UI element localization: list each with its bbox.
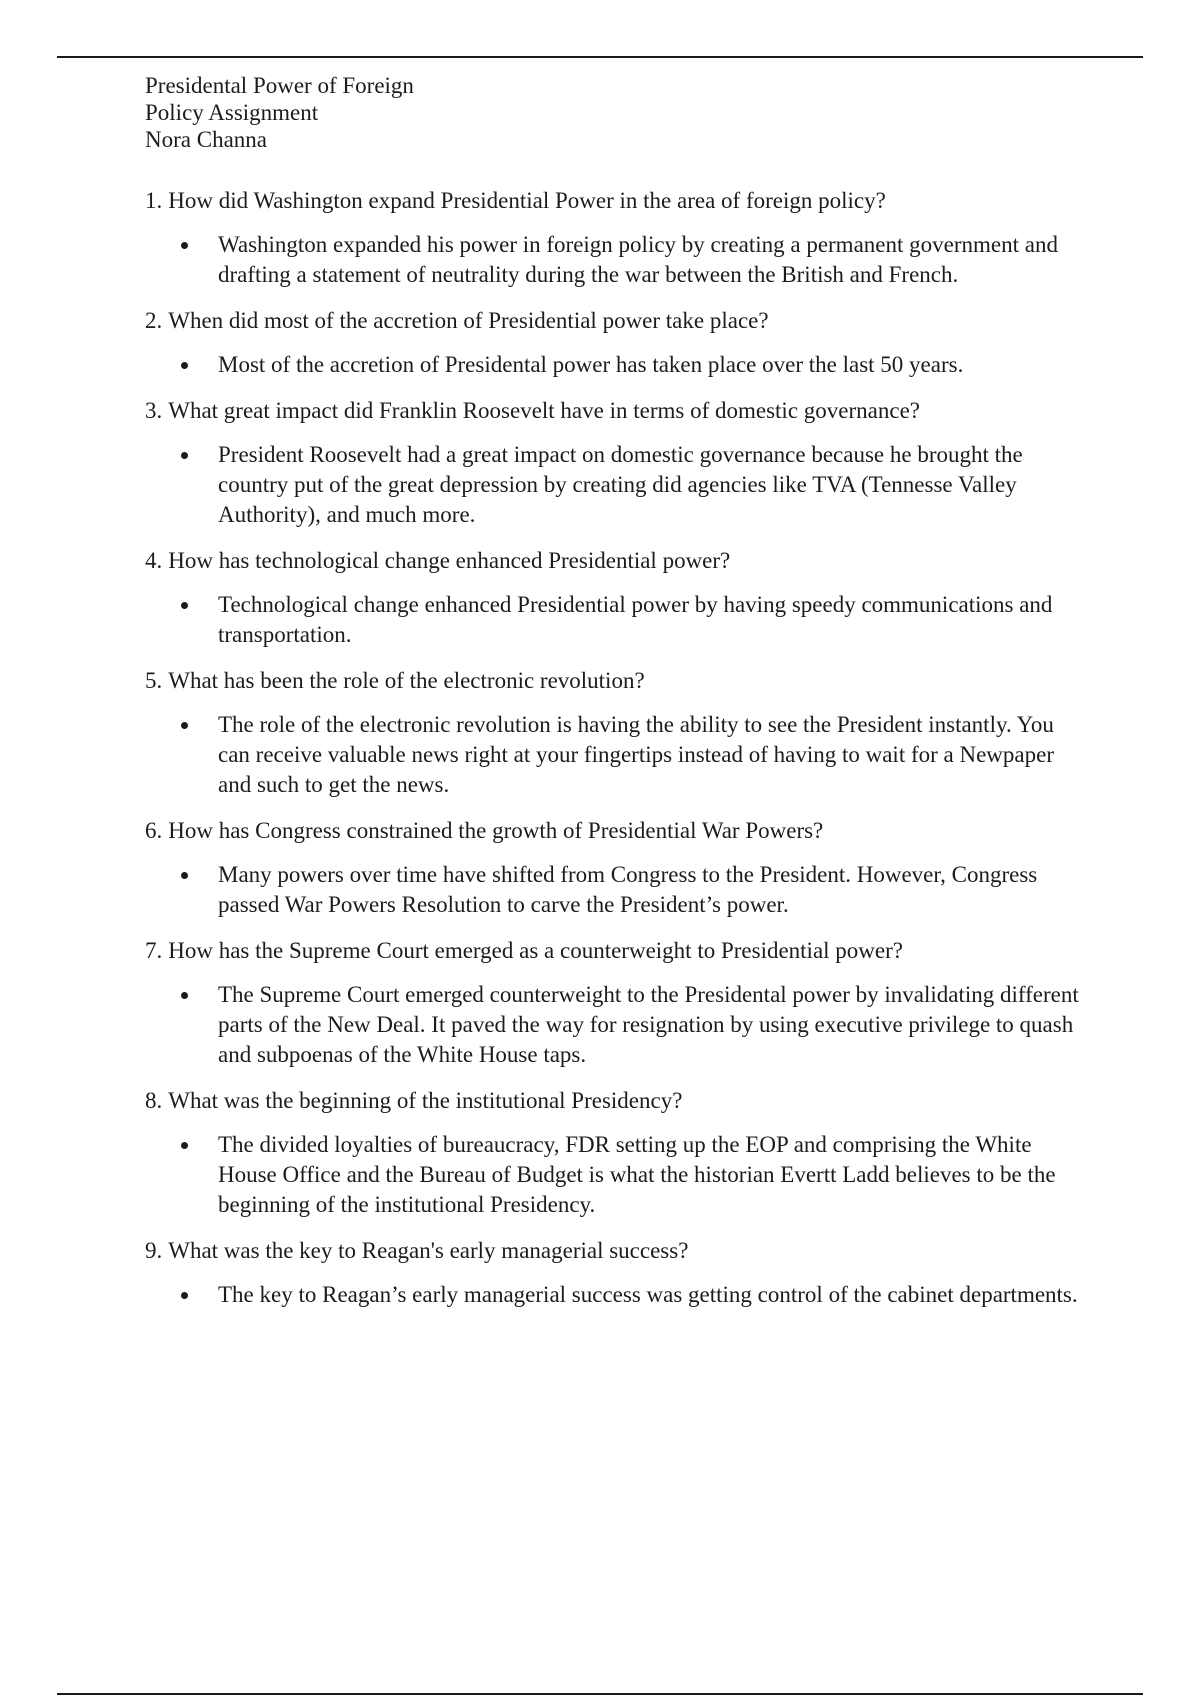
question-number: 6. bbox=[145, 818, 163, 843]
answer-text: Most of the accretion of Presidental power has taken place over the last 50 years. bbox=[218, 352, 964, 377]
question-item bbox=[145, 816, 1085, 920]
answer-item bbox=[145, 860, 1088, 920]
question-number: 5. bbox=[145, 668, 163, 693]
bottom-rule bbox=[57, 1693, 1143, 1695]
bullet-icon bbox=[181, 242, 188, 249]
question-item bbox=[145, 1086, 1085, 1220]
answer-item bbox=[145, 710, 1088, 800]
author-name: Nora Channa bbox=[145, 127, 267, 152]
question-text: 8. What was the beginning of the institutional Presidency? bbox=[145, 1088, 683, 1113]
answer-list bbox=[145, 1130, 1085, 1220]
answer-text: The key to Reagan’s early managerial success was getting control of the cabinet departments. bbox=[218, 1282, 1078, 1307]
question-text: 3. What great impact did Franklin Roosevelt have in terms of domestic governance? bbox=[145, 398, 920, 423]
question-text: 1. How did Washington expand Presidential Power in the area of foreign policy? bbox=[145, 188, 886, 213]
answer-item bbox=[145, 1280, 1088, 1310]
answer-list bbox=[145, 440, 1085, 530]
question-item bbox=[145, 1236, 1085, 1310]
answer-item bbox=[145, 980, 1088, 1070]
answer-item bbox=[145, 350, 1088, 380]
answer-item bbox=[145, 590, 1088, 650]
answer-item bbox=[145, 440, 1088, 530]
question-number: 2. bbox=[145, 308, 163, 333]
top-rule bbox=[57, 56, 1143, 58]
bullet-icon bbox=[181, 452, 188, 459]
bullet-icon bbox=[181, 1292, 188, 1299]
answer-text: President Roosevelt had a great impact on domestic governance because he brought the country put of the great depression by creating did agencies like TVA (Tennesse Valley Authority), and much more. bbox=[218, 442, 1023, 527]
bullet-icon bbox=[181, 362, 188, 369]
question-list bbox=[145, 186, 1085, 1326]
question-item bbox=[145, 306, 1085, 380]
question-text: 6. How has Congress constrained the growth of Presidential War Powers? bbox=[145, 818, 824, 843]
question-number: 9. bbox=[145, 1238, 163, 1263]
answer-list bbox=[145, 980, 1085, 1070]
answer-list bbox=[145, 710, 1085, 800]
question-item bbox=[145, 666, 1085, 800]
question-item bbox=[145, 936, 1085, 1070]
question-item bbox=[145, 186, 1085, 290]
question-number: 3. bbox=[145, 398, 163, 423]
bullet-icon bbox=[181, 1142, 188, 1149]
answer-text: The Supreme Court emerged counterweight to the Presidental power by invalidating different parts of the New Deal. It paved the way for resignation by using executive privilege to quash and subpoenas of the White House taps. bbox=[218, 982, 1079, 1067]
question-text: 9. What was the key to Reagan's early managerial success? bbox=[145, 1238, 689, 1263]
answer-text: Many powers over time have shifted from Congress to the President. However, Congress passed War Powers Resolution to carve the President’s power. bbox=[218, 862, 1038, 917]
title-line-2: Policy Assignment bbox=[145, 100, 319, 125]
bullet-icon bbox=[181, 722, 188, 729]
answer-list bbox=[145, 860, 1085, 920]
answer-text: The role of the electronic revolution is having the ability to see the President instantly. You can receive valuable news right at your fingertips instead of having to wait for a Newpaper and such to get the news. bbox=[218, 712, 1054, 797]
bullet-icon bbox=[181, 872, 188, 879]
document-header bbox=[145, 72, 414, 153]
answer-list bbox=[145, 230, 1085, 290]
answer-item bbox=[145, 230, 1088, 290]
question-number: 8. bbox=[145, 1088, 163, 1113]
question-number: 7. bbox=[145, 938, 163, 963]
bullet-icon bbox=[181, 992, 188, 999]
answer-text: Washington expanded his power in foreign policy by creating a permanent government and drafting a statement of neutrality during the war between the British and French. bbox=[218, 232, 1058, 287]
question-item bbox=[145, 396, 1085, 530]
answer-item bbox=[145, 1130, 1088, 1220]
answer-text: Technological change enhanced Presidential power by having speedy communications and transportation. bbox=[218, 592, 1053, 647]
answer-text: The divided loyalties of bureaucracy, FDR setting up the EOP and comprising the White House Office and the Bureau of Budget is what the historian Evertt Ladd believes to be the beginning of the institutional Presidency. bbox=[218, 1132, 1056, 1217]
answer-list bbox=[145, 590, 1085, 650]
question-text: 5. What has been the role of the electronic revolution? bbox=[145, 668, 645, 693]
bullet-icon bbox=[181, 602, 188, 609]
title-line-1: Presidental Power of Foreign bbox=[145, 73, 414, 98]
question-number: 4. bbox=[145, 548, 163, 573]
question-number: 1. bbox=[145, 188, 163, 213]
answer-list bbox=[145, 1280, 1085, 1310]
question-item bbox=[145, 546, 1085, 650]
question-text: 7. How has the Supreme Court emerged as a counterweight to Presidential power? bbox=[145, 938, 903, 963]
question-text: 2. When did most of the accretion of Presidential power take place? bbox=[145, 308, 769, 333]
answer-list bbox=[145, 350, 1085, 380]
question-text: 4. How has technological change enhanced Presidential power? bbox=[145, 548, 731, 573]
